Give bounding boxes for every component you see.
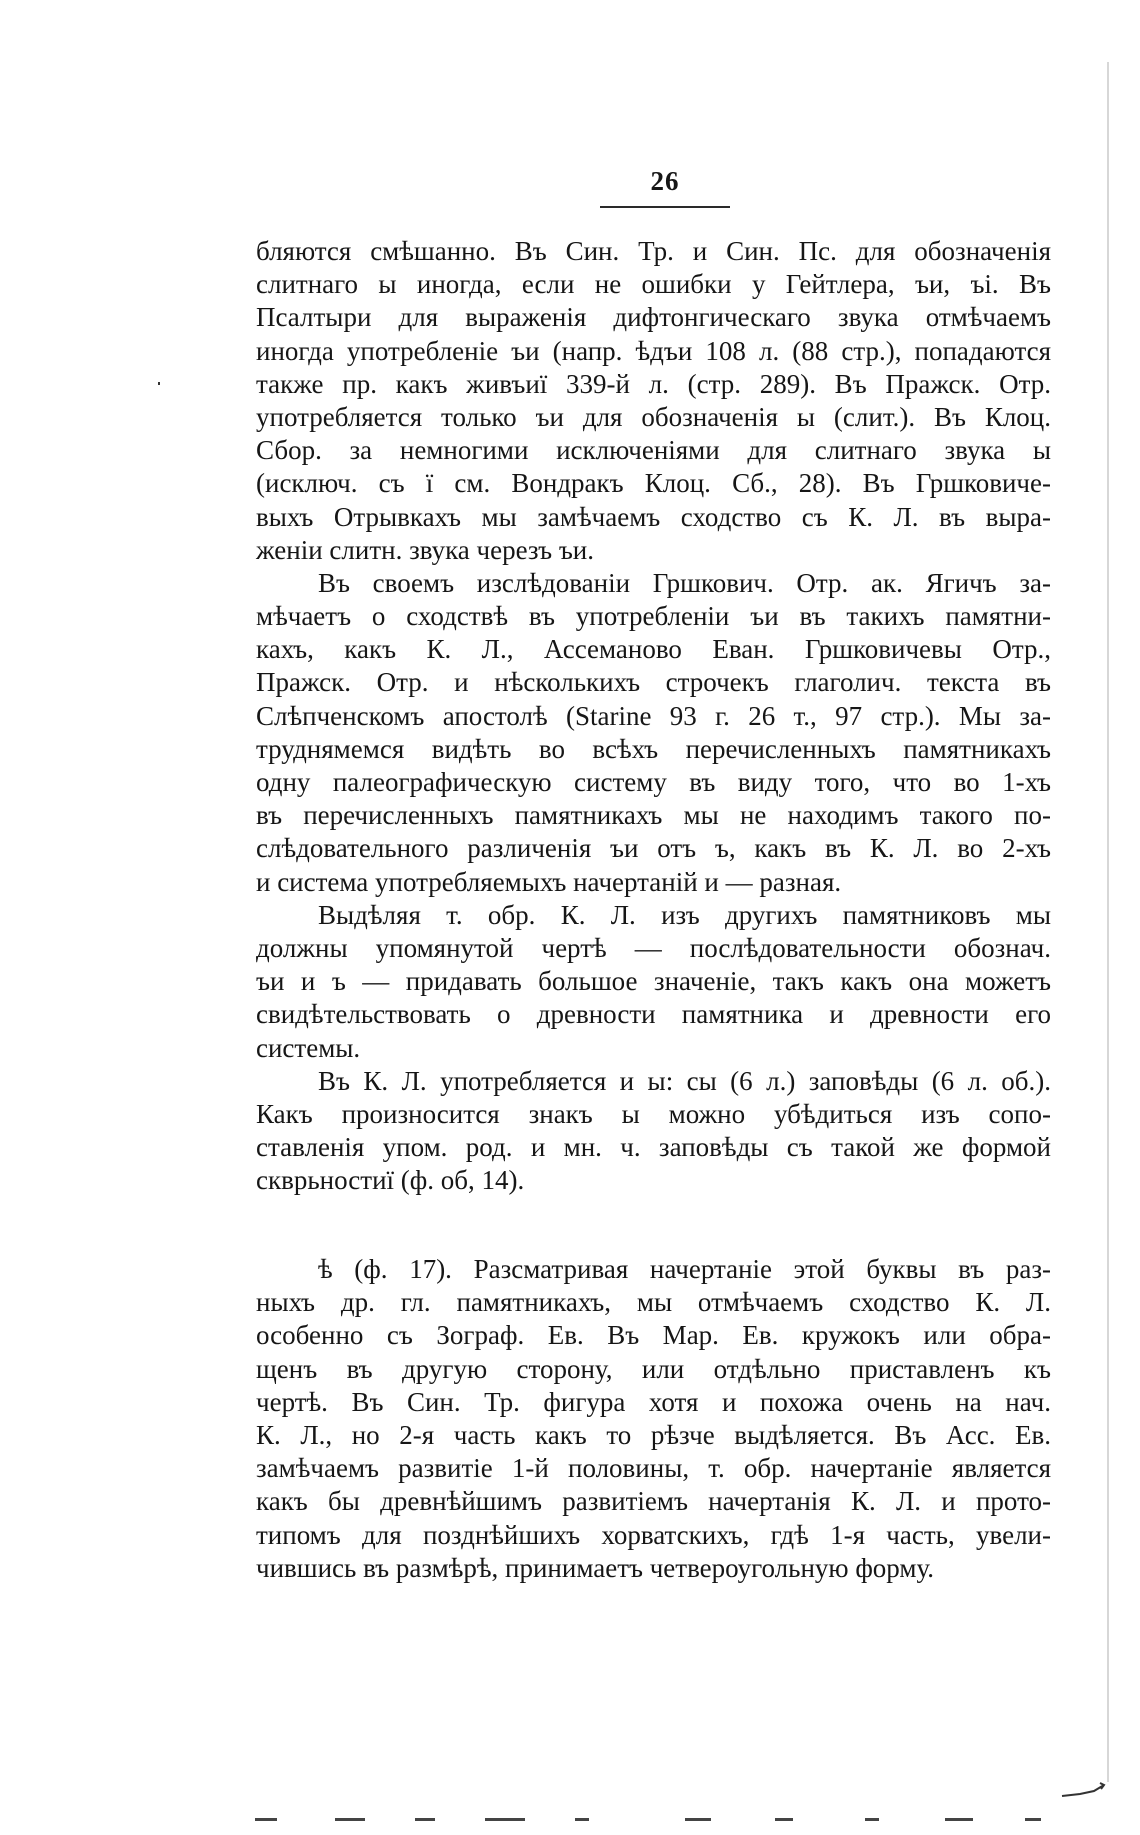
text-line: Сбор. за немногими исключеніями для слитнаго звука ы xyxy=(256,435,1051,466)
text-line: К. Л., но 2-я часть какъ то рѣзче выдѣляется. Въ Асс. Ев. xyxy=(256,1419,1051,1450)
text-line: женіи слитн. звука черезъ ъи. xyxy=(256,534,594,565)
text-line: кахъ, какъ К. Л., Ассеманово Еван. Гршковичевы Отр., xyxy=(256,634,1051,665)
text-line: Выдѣляя т. обр. К. Л. изъ другихъ памятниковъ мы xyxy=(318,899,1051,930)
text-line: щенъ въ другую сторону, или отдѣльно приставленъ къ xyxy=(256,1353,1051,1384)
text-line: ставленія упом. род. и мн. ч. заповѣды съ такой же формой xyxy=(256,1132,1051,1163)
text-line: должны упомянутой чертѣ — послѣдовательности обознач. xyxy=(256,932,1051,963)
text-block-top xyxy=(256,235,1051,1197)
text-line: Въ своемъ изслѣдованіи Гршкович. Отр. ак. Ягичъ за- xyxy=(318,567,1051,598)
footer-dash xyxy=(335,1818,365,1821)
footer-dash xyxy=(865,1818,879,1821)
page-number-rule xyxy=(600,206,730,208)
text-line: Псалтыри для выраженія дифтонгическаго звука отмѣчаемъ xyxy=(256,302,1051,333)
text-line: скврьностиї (ф. об, 14). xyxy=(256,1165,525,1196)
text-line: типомъ для позднѣйшихъ хорватскихъ, гдѣ 1-я часть, увели- xyxy=(256,1519,1051,1550)
text-line: слѣдовательного различенія ъи отъ ъ, какъ въ К. Л. во 2-хъ xyxy=(256,833,1051,864)
footer-dash xyxy=(575,1818,589,1821)
text-line: мѣчаетъ о сходствѣ въ употребленіи ъи въ такихъ памятни- xyxy=(256,601,1051,632)
text-line: ъи и ъ — придавать большое значеніе, такъ какъ она можетъ xyxy=(256,966,1051,997)
footer-dash xyxy=(255,1818,277,1821)
text-line: чертѣ. Въ Син. Тр. фигура хотя и похожа очень на нач. xyxy=(256,1386,1051,1417)
footer-dash xyxy=(775,1818,793,1821)
footer-dash xyxy=(1025,1818,1041,1821)
text-line: употребляется только ъи для обозначенія ы (слит.). Въ Клоц. xyxy=(256,401,1051,432)
text-line: Въ К. Л. употребляется и ы: сы (6 л.) заповѣды (6 л. об.). xyxy=(318,1065,1051,1096)
scan-corner-mark xyxy=(1060,1782,1106,1798)
footer-dash xyxy=(485,1818,525,1821)
text-line: слитнаго ы иногда, если не ошибки у Гейтлера, ъи, ъі. Въ xyxy=(256,269,1051,300)
text-line: (исключ. съ ї см. Вондракъ Клоц. Сб., 28). Въ Гршковиче- xyxy=(256,468,1051,499)
text-line: труднямемся видѣть во всѣхъ перечисленныхъ памятникахъ xyxy=(256,733,1051,764)
text-line: какъ бы древнѣйшимъ развитіемъ начертанія К. Л. и прото- xyxy=(256,1486,1051,1517)
text-line: выхъ Отрывкахъ мы замѣчаемъ сходство съ К. Л. въ выра- xyxy=(256,501,1051,532)
page-edge-line xyxy=(1107,62,1109,1782)
text-line: Какъ произносится знакъ ы можно убѣдиться изъ сопо- xyxy=(256,1098,1051,1129)
footer-dash xyxy=(685,1818,711,1821)
text-line: ѣ (ф. 17). Разсматривая начертаніе этой буквы въ раз- xyxy=(318,1254,1051,1284)
page-number: 26 xyxy=(650,166,680,196)
text-line: особенно съ Зограф. Ев. Въ Мар. Ев. кружокъ или обра- xyxy=(256,1320,1051,1351)
text-line: иногда употребленіе ъи (напр. ѣдъи 108 л. (88 стр.), попадаются xyxy=(256,335,1051,366)
text-line: также пр. какъ живъиї 339-й л. (стр. 289). Въ Пражск. Отр. xyxy=(256,368,1051,399)
text-line: Пражск. Отр. и нѣсколькихъ строчекъ глаголич. текста въ xyxy=(256,667,1051,698)
text-line: бляются смѣшанно. Въ Син. Тр. и Син. Пс. для обозначенія xyxy=(256,236,1051,266)
text-line: свидѣтельствовать о древности памятника и древности его xyxy=(256,999,1051,1030)
text-line: системы. xyxy=(256,1032,361,1063)
text-line: одну палеографическую систему въ виду того, что во 1-хъ xyxy=(256,767,1051,797)
footer-dash xyxy=(945,1818,973,1821)
text-line: чившись въ размѣрѣ, принимаетъ четвероугольную форму. xyxy=(256,1552,935,1583)
text-line: Слѣпченскомъ апостолѣ (Starine 93 г. 26 т., 97 стр.). Мы за- xyxy=(256,700,1051,731)
text-line: въ перечисленныхъ памятникахъ мы не находимъ такого по- xyxy=(256,800,1051,831)
footer-dash xyxy=(415,1818,435,1821)
scan-speck xyxy=(158,382,160,385)
scan-footer-marks xyxy=(255,1818,1105,1824)
text-line: замѣчаемъ развитіе 1-й половины, т. обр. начертаніе является xyxy=(256,1453,1051,1484)
text-line: ныхъ др. гл. памятникахъ, мы отмѣчаемъ сходство К. Л. xyxy=(256,1287,1051,1318)
text-line: и система употребляемыхъ начертаній и — разная. xyxy=(256,866,842,897)
text-block-bottom xyxy=(256,1253,1051,1585)
